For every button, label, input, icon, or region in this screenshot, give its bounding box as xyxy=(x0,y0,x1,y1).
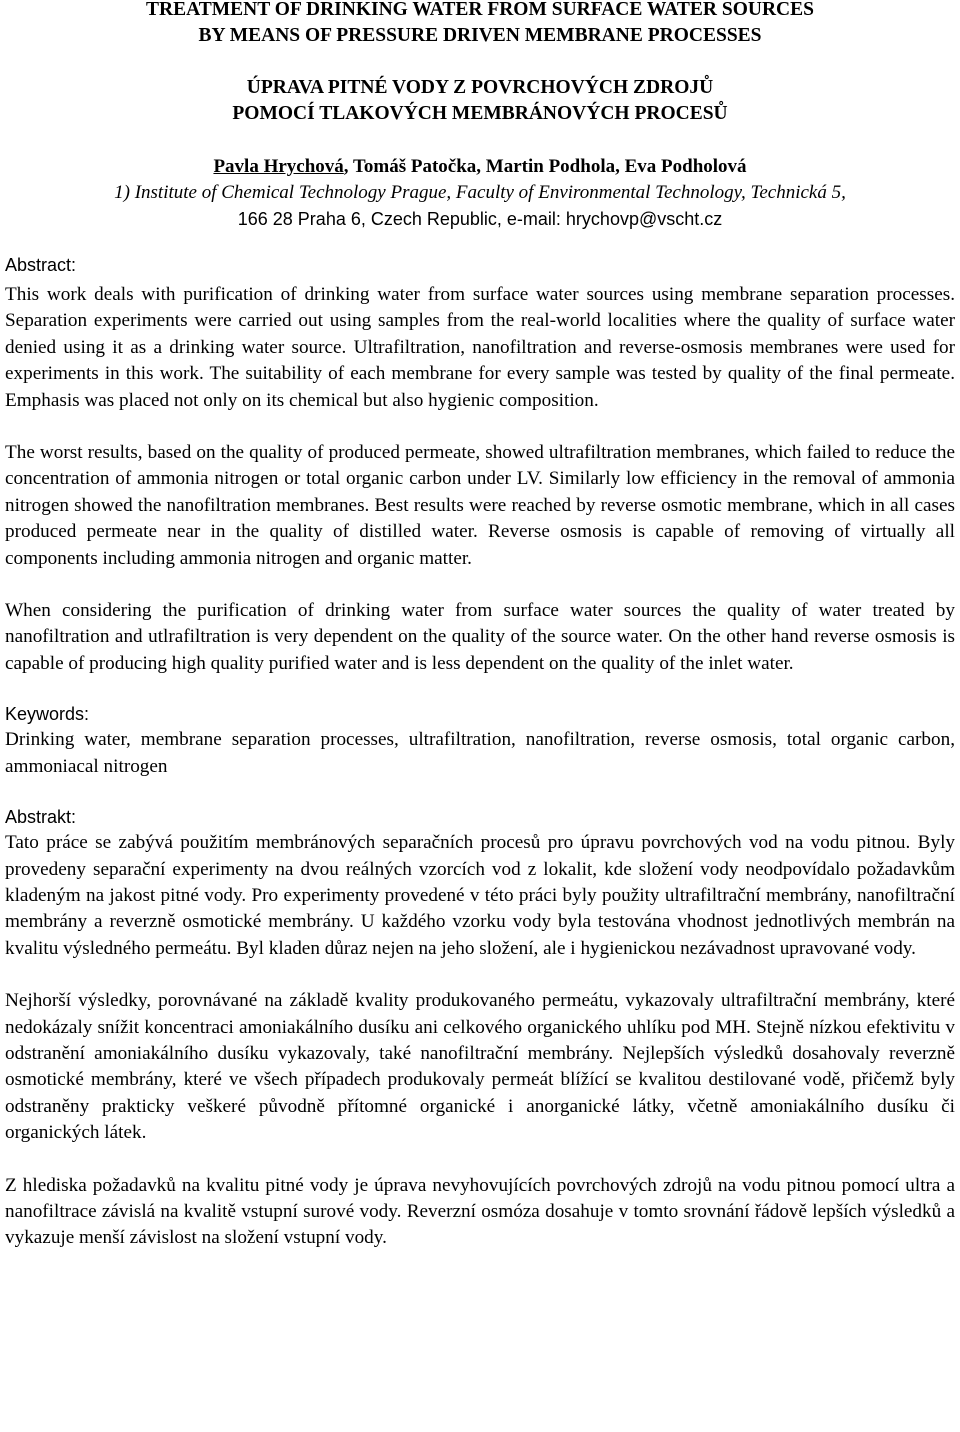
czech-abstract-paragraph-3: Z hlediska požadavků na kvalitu pitné vody je úprava nevyhovujících povrchových zdrojů na vodu pitnou pomocí ultra a nanofiltrace závislá na kvalitě vstupní surové vody. Reverzní osmóza dosahuje v tomto srovnání řádově lepších výsledků a vykazuje menší závislost na složení vstupní vody. xyxy=(5,1174,955,1249)
english-title-line-1: TREATMENT OF DRINKING WATER FROM SURFACE WATER SOURCES xyxy=(146,0,814,20)
czech-abstract-section xyxy=(5,804,955,1252)
co-authors: , Tomáš Patočka, Martin Podhola, Eva Podholová xyxy=(343,156,747,177)
czech-title xyxy=(5,75,955,127)
czech-abstract-paragraph-1: Tato práce se zabývá použitím membránových separačních procesů pro úpravu povrchových vod na vodu pitnou. Byly provedeny separační experimenty na dvou reálných vzorcích vod z lokalit, kde složení vody neodpovídalo požadavkům kladeným na jakost pitné vody. Pro experimenty provedené v této práci byly použity ultrafiltrační membrány, nanofiltrační membrány a reverzně osmotické membrány. U každého vzorku vody byla testována vhodnost jednotlivých membrán na kvalitu výsledného permeátu. Byl kladen důraz nejen na jeho složení, ale i hygienickou nezávadnost upravované vody. xyxy=(5,832,955,959)
english-title-line-2: BY MEANS OF PRESSURE DRIVEN MEMBRANE PROCESSES xyxy=(198,25,762,46)
abstract-paragraph-2: The worst results, based on the quality of produced permeate, showed ultrafiltration membranes, which failed to reduce the concentration of ammonia nitrogen or total organic carbon under LV. Similarly low efficiency in the removal of ammonia nitrogen showed the nanofiltration membranes. Best results were reached by reverse osmotic membrane, which in all cases produced permeate near in the quality of distilled water. Reverse osmosis is capable of removing of virtually all components including ammonia nitrogen and organic matter. xyxy=(5,442,955,569)
czech-title-line-2: POMOCÍ TLAKOVÝCH MEMBRÁNOVÝCH PROCESŮ xyxy=(232,103,728,124)
author-list xyxy=(5,154,955,180)
english-title xyxy=(5,0,955,49)
affiliation-line-1: 1) Institute of Chemical Technology Prague, Faculty of Environmental Technology, Technická 5, xyxy=(114,182,846,203)
keywords-text: Drinking water, membrane separation processes, ultrafiltration, nanofiltration, reverse osmosis, total organic carbon, ammoniacal nitrogen xyxy=(5,729,955,777)
czech-title-line-1: ÚPRAVA PITNÉ VODY Z POVRCHOVÝCH ZDROJŮ xyxy=(246,77,714,98)
abstract-paragraph-3: When considering the purification of drinking water from surface water sources the quality of water treated by nanofiltration and utlrafiltration is very dependent on the quality of the source water. On the other hand reverse osmosis is capable of producing high quality purified water and is less dependent on the quality of the inlet water. xyxy=(5,600,955,674)
keywords-section xyxy=(5,701,955,780)
affiliation-line-2: 166 28 Praha 6, Czech Republic, e-mail: hrychovp@vscht.cz xyxy=(237,209,723,229)
abstract-section xyxy=(5,252,955,677)
abstract-paragraph-1: This work deals with purification of drinking water from surface water sources using membrane separation processes. Separation experiments were carried out using samples from the real-world localities where the quality of surface water denied using it as a drinking water source. Ultrafiltration, nanofiltration and reverse-osmosis membranes were used for experiments in this work. The suitability of each membrane for every sample was tested by quality of the final permeate. Emphasis was placed not only on its chemical but also hygienic composition. xyxy=(5,284,955,411)
keywords-heading: Keywords: xyxy=(5,704,90,725)
abstract-heading: Abstract: xyxy=(5,255,77,275)
czech-abstract-paragraph-2: Nejhorší výsledky, porovnávané na základě kvality produkovaného permeátu, vykazovaly ultrafiltrační membrány, které nedokázaly snížit koncentraci amoniakálního dusíku ani celkového organického uhlíku pod MH. Stejně nízkou efektivitu v odstranění amoniakálního dusíku vykazovaly, také nanofiltrační membrány. Nejlepších výsledků dosahovaly reverzně osmotické membrány, které ve všech případech produkovaly permeát blížící se kvalitou destilované vodě, přičemž byly odstraněny prakticky veškeré původně přítomné organické i anorganické látky, včetně amoniakálního dusíku či organických látek. xyxy=(5,990,955,1144)
document-page xyxy=(5,0,955,1252)
first-author: Pavla Hrychová xyxy=(213,156,344,177)
czech-abstract-heading: Abstrakt: xyxy=(5,807,77,828)
